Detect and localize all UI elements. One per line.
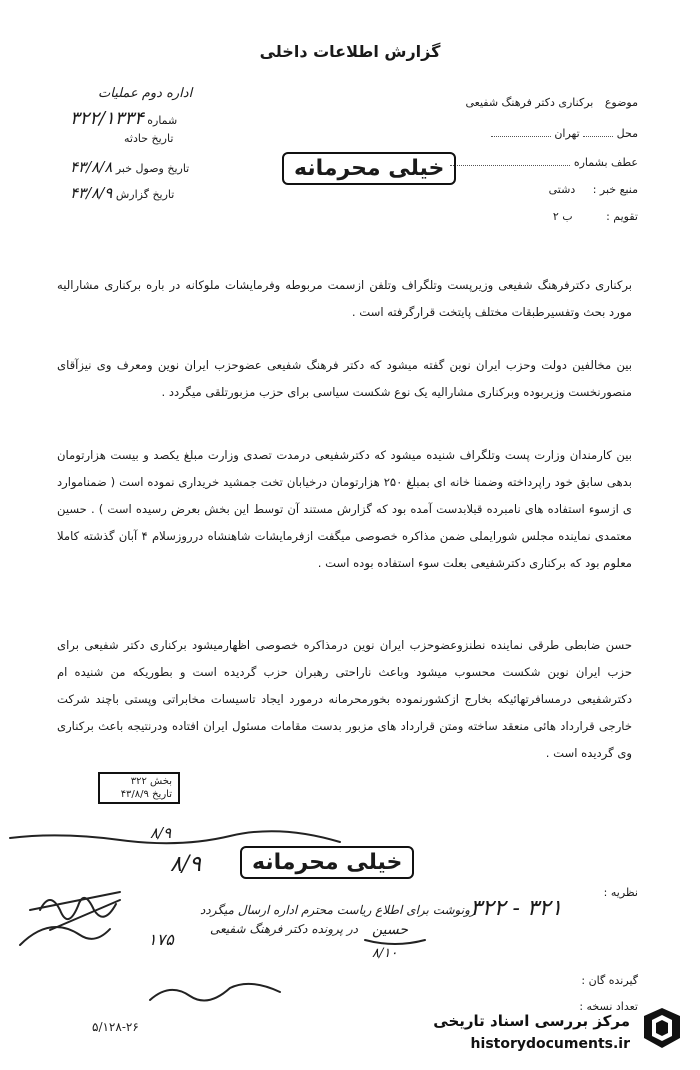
paragraph-2: بین مخالفین دولت وحزب ایران نوین گفته میشود که دکتر فرهنگ شفیعی عضوحزب ایران نوین ومعرف وی نیزآقای منصورنخست وزیربوده وبرکناری مشارالیه یک نوع شکست سیاسی برای حزب مزبورتلقی میگردد .: [57, 358, 632, 399]
report-date-line: [70, 184, 174, 202]
incident-date-line: [124, 132, 173, 145]
source-label: منبع خبر :: [592, 183, 638, 196]
place-line: [491, 127, 638, 140]
footer-code: ۵/۱۲۸-۲۶: [92, 1020, 139, 1034]
office-name: اداره دوم عملیات: [98, 86, 193, 101]
handwritten-name: حسین: [372, 922, 409, 938]
section-stamp-line1: بخش ۳۲۲: [130, 776, 172, 787]
handwritten-note-line2: در پرونده دکتر فرهنگ شفیعی: [210, 922, 358, 936]
number-value: ۳۲۲/۱۳۳۴: [70, 108, 144, 129]
classification-stamp-bottom: خیلی محرمانه: [240, 846, 414, 879]
evaluation-value: ب ۲: [552, 210, 573, 223]
source-value: دشتی: [548, 183, 576, 196]
handwritten-reference: ۳۲۲ - ۳۲۱: [470, 896, 563, 921]
evaluation-label: تقویم :: [606, 210, 638, 223]
date-under-box: ۸/۹: [150, 824, 172, 842]
recipients-label: گیرنده گان :: [581, 974, 638, 987]
handwritten-number: ۸/۹: [170, 852, 202, 877]
place-label: محل: [616, 127, 638, 140]
reference-line: [450, 156, 638, 169]
report-date-value: ۴۳/۸/۹: [70, 184, 113, 202]
classification-stamp-top: خیلی محرمانه: [282, 152, 456, 185]
handwritten-date: ۸/۱۰: [372, 946, 398, 961]
reference-label: عطف بشماره: [573, 156, 638, 169]
document-title: گزارش اطلاعات داخلی: [259, 42, 441, 61]
copies-label: تعداد نسخه :: [579, 1000, 638, 1013]
number-label: شماره: [147, 114, 178, 127]
incident-date-label: تاریخ حادثه: [124, 132, 174, 145]
section-stamp-line2: تاریخ ۴۳/۸/۹: [120, 789, 172, 800]
paragraph-1: برکناری دکترفرهنگ شفیعی وزیرپست وتلگراف وتلفن ازسمت مربوطه وفرمایشات ملوکانه در باره برکناری مشارالیه مورد بحث وتفسیرطبقات مختلف پایتخت قرارگرفته است .: [57, 278, 632, 319]
paragraph-4: حسن ضابطی طرقی نماینده نطنزوعضوحزب ایران نوین درمذاکره خصوصی اظهارمیشود برکناری دکتر شفیعی برای حزب ایران نوین شکست محسوب میشود وباعث ناراحتی رهبران حزب گردیده است و بطوریکه من شنیده ام دکترشفیعی درمسافرتهائیکه بخارج ازکشورنموده بخورمحرمانه درمورد ایجاد تاسیسات مخابراتی وپستی باچند شرکت خارجی قرارداد هائی منعقد ساخته ومتن قرارداد های مزبور بدست مقامات مسئول ایران افتاده ودرنتیجه باعث برکناری وی گردیده است .: [57, 638, 632, 760]
received-date-line: [70, 158, 189, 176]
place-value: تهران: [554, 127, 580, 140]
watermark-title: مرکز بررسی اسناد تاریخی: [433, 1012, 630, 1030]
watermark-url[interactable]: historydocuments.ir: [470, 1036, 630, 1052]
paragraph-3: بین کارمندان وزارت پست وتلگراف شنیده میشود که دکترشفیعی درمدت تصدی وزارت مبلغ یکصد و بیست هزارتومان بدهی سابق خود راپرداخته وضمنا خانه ای بمبلغ ۲۵۰ هزارتومان درخیابان تخت جمشید خریداری نموده است ( ضمناموارد ی ازسوء استفاده های نامبرده قبلابدست آمده بود که گزارش مستند آن توسط این بخش بعرض رسیده است ) . حسین معتمدی نماینده مجلس شورایملی ضمن مذاکره خصوصی میگفت ازفرمایشات شاهنشاه درروزسلام ۴ آبان گذشته کاملا معلوم بود که برکناری دکترشفیعی بعلت سوء استفاده بوده است .: [57, 448, 632, 570]
evaluation-line: [553, 210, 638, 223]
subject-line: [465, 96, 638, 109]
handwritten-count: ۱۷۵: [148, 930, 174, 949]
received-date-value: ۴۳/۸/۸: [70, 158, 113, 176]
source-line: [549, 183, 638, 196]
number-line: [70, 108, 177, 129]
opinion-label: نظریه :: [603, 886, 638, 899]
archive-logo-icon: [638, 1004, 686, 1052]
report-date-label: تاریخ گزارش: [115, 188, 175, 201]
subject-label: موضوع: [604, 96, 638, 109]
received-date-label: تاریخ وصول خبر: [115, 162, 190, 175]
subject-value: برکناری دکتر فرهنگ شفیعی: [465, 96, 594, 109]
section-date-stamp: [98, 772, 180, 804]
handwritten-note-line1: رونوشت برای اطلاع ریاست محترم اداره ارسال میگردد: [200, 903, 476, 917]
